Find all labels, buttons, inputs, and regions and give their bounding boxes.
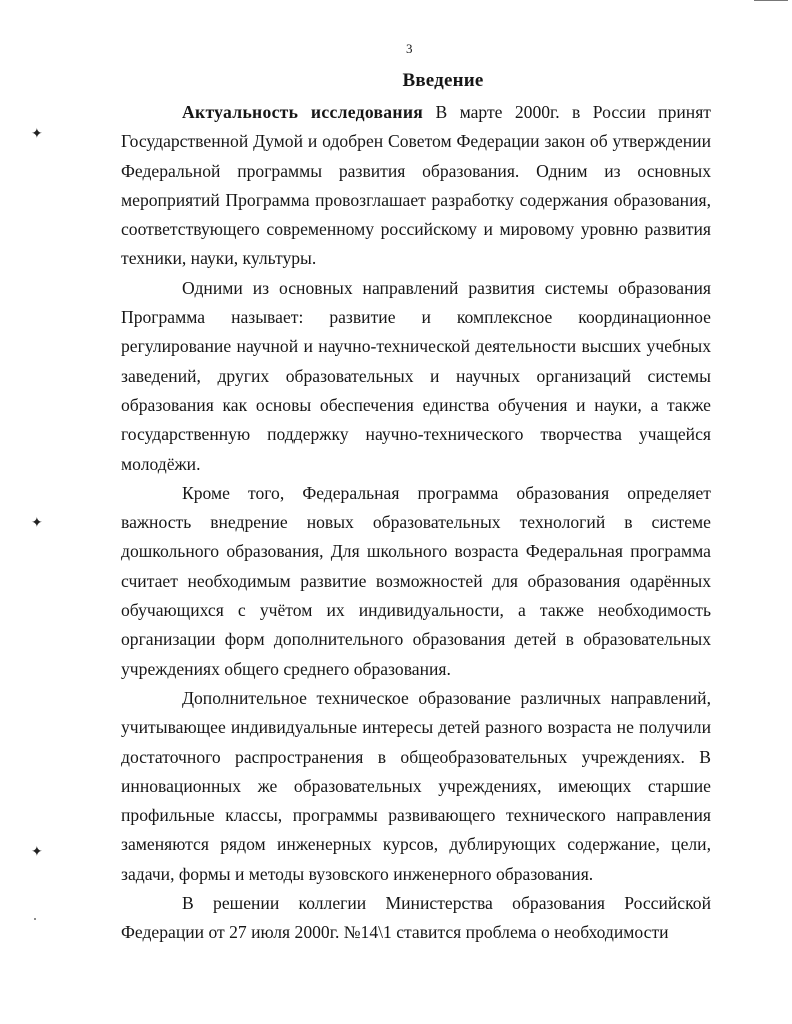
margin-speck <box>34 918 36 920</box>
paragraph-directions: Одними из основных направлений развития системы образования Программа называет: развитие и комплексное координационное регулирование научной и научно-технической деятельности высших учебных заведений, других образовательных и научных организаций системы образования как основы обеспечения единства обучения и науки, а также государственную поддержку научно-технического творчества учащейся молодёжи. <box>121 277 711 474</box>
paragraph-text: В марте 2000г. в России принят Государственной Думой и одобрен Советом Федерации закон об утверждении Федеральной программы развития образования. Одним из основных мероприятий Программа провозглашает разработку содержания образования, соответствующего современному российскому и мировому уровню развития техники, науки, культуры. <box>121 102 711 269</box>
paragraph-federal-program: Кроме того, Федеральная программа образования определяет важность внедрение новых образовательных технологий в системе дошкольного образования, Для школьного возраста Федеральная программа считает необходимым развитие возможностей для образования одарённых обучающихся с учётом их индивидуальности, а также необходимость организации форм дополнительного образования детей в образовательных учреждениях общего среднего образования. <box>121 482 711 679</box>
margin-binding-mark: ✦ <box>31 127 43 142</box>
scan-artifact-line <box>754 0 788 1</box>
paragraph-ministry-decision: В решении коллегии Министерства образования Российской Федерации от 27 июля 2000г. №14\1 ставится проблема о необходимости <box>121 893 711 943</box>
margin-binding-mark: ✦ <box>31 516 43 531</box>
page-title: Введение <box>402 70 484 91</box>
paragraph-technical-education: Дополнительное техническое образование различных направлений, учитывающее индивидуальные интересы детей разного возраста не получили достаточного распространения в общеобразовательных учреждениях. В инновационных же образовательных учреждениях, имеющих старшие профильные классы, программы развивающего технического направления заменяются рядом инженерных курсов, дублирующих содержание, цели, задачи, формы и методы вузовского инженерного образования. <box>121 687 711 884</box>
paragraph-lead-in: Актуальность исследования <box>182 102 424 122</box>
paragraph-relevance <box>121 98 711 274</box>
document-body <box>121 98 711 948</box>
margin-binding-mark: ✦ <box>31 845 43 860</box>
page-number: 3 <box>406 41 413 56</box>
